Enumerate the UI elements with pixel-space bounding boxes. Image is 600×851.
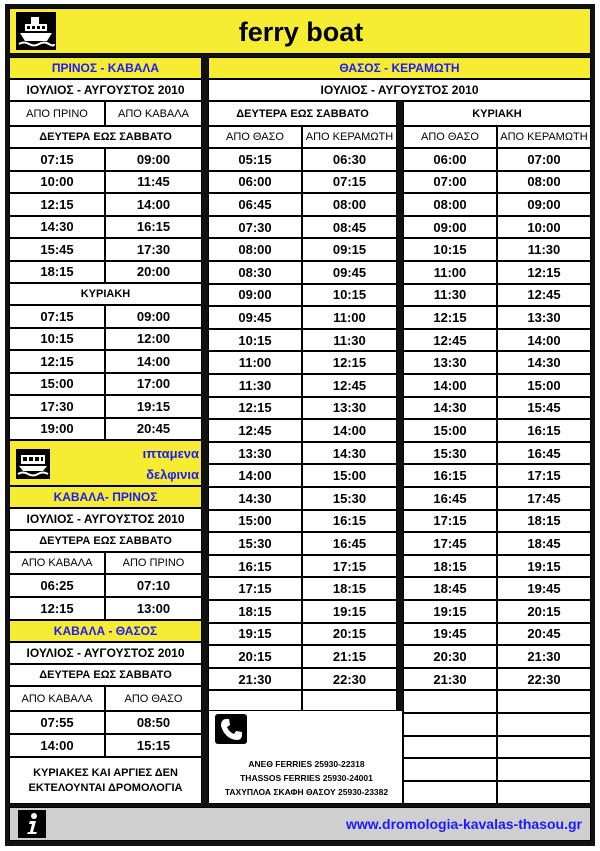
empty-cell (497, 690, 591, 713)
time-cell: 08:50 (105, 711, 202, 734)
note-line-1: ΚΥΡΙΑΚΕΣ ΚΑΙ ΑΡΓΙΕΣ ΔΕΝ (33, 766, 178, 779)
page-title: ferry boat (238, 17, 364, 47)
time-cell: 06:45 (208, 193, 302, 216)
time-cell: 17:45 (403, 532, 497, 555)
time-cell: 11:30 (302, 329, 397, 352)
info-icon (18, 810, 46, 838)
time-cell: 11:30 (403, 284, 497, 307)
time-cell: 15:45 (9, 238, 105, 261)
time-cell: 11:00 (208, 351, 302, 374)
time-cell: 07:00 (497, 148, 591, 171)
column-header-from-prinos: ΑΠΟ ΠΡΙΝΟ (9, 101, 105, 126)
column-header-from-thasos: ΑΠΟ ΘΑΣΟ (105, 686, 202, 711)
time-cell: 12:45 (497, 284, 591, 307)
time-cell: 08:00 (403, 193, 497, 216)
time-cell: 12:15 (9, 597, 105, 620)
time-cell: 09:45 (302, 261, 397, 284)
time-cell: 21:30 (208, 668, 302, 691)
time-cell: 21:30 (497, 645, 591, 668)
time-cell: 07:15 (9, 148, 105, 171)
column-header-from-keramoti: ΑΠΟ ΚΕΡΑΜΩΤΗ (497, 126, 591, 148)
time-cell: 15:45 (497, 397, 591, 420)
section-title-kavala-prinos: ΚΑΒΑΛΑ- ΠΡΙΝΟΣ (9, 486, 202, 508)
period-label: ΙΟΥΛΙΟΣ - ΑΥΓΟΥΣΤΟΣ 2010 (9, 642, 202, 664)
time-cell: 17:00 (105, 373, 202, 396)
time-cell: 19:15 (208, 623, 302, 646)
time-cell: 20:30 (403, 645, 497, 668)
empty-cell (497, 758, 591, 781)
time-cell: 14:30 (302, 442, 397, 465)
sunday-label: ΚΥΡΙΑΚΗ (403, 101, 591, 126)
time-cell: 12:45 (302, 374, 397, 397)
time-cell: 11:00 (403, 261, 497, 284)
time-cell: 17:30 (9, 395, 105, 418)
empty-cell (403, 690, 497, 713)
time-cell: 18:45 (497, 532, 591, 555)
right-column (208, 57, 591, 804)
time-cell: 19:45 (497, 577, 591, 600)
time-cell: 12:45 (208, 419, 302, 442)
section-title-kavala-thasos: ΚΑΒΑΛΑ - ΘΑΣΟΣ (9, 620, 202, 642)
time-cell: 20:15 (302, 623, 397, 646)
empty-cell (497, 736, 591, 759)
weekdays-label: ΔΕΥΤΕΡΑ ΕΩΣ ΣΑΒΒΑΤΟ (9, 530, 202, 552)
time-cell: 08:00 (302, 193, 397, 216)
time-cell: 15:15 (105, 734, 202, 757)
time-cell: 14:30 (403, 397, 497, 420)
time-cell: 14:30 (497, 351, 591, 374)
footer-bar (9, 807, 591, 841)
time-cell: 20:45 (497, 623, 591, 646)
time-cell: 18:15 (403, 555, 497, 578)
left-column (9, 57, 202, 804)
contact-thassos-ferries: THASSOS FERRIES 25930-24001 (240, 773, 373, 783)
time-cell: 06:25 (9, 574, 105, 597)
time-cell: 19:00 (9, 418, 105, 441)
time-cell: 08:30 (208, 261, 302, 284)
time-cell: 06:00 (403, 148, 497, 171)
column-header-from-prinos: ΑΠΟ ΠΡΙΝΟ (105, 552, 202, 574)
empty-cell (403, 713, 497, 736)
time-cell: 10:00 (9, 171, 105, 194)
time-cell: 08:00 (208, 238, 302, 261)
time-cell: 13:30 (208, 442, 302, 465)
time-cell: 20:00 (105, 261, 202, 284)
time-cell: 21:15 (302, 645, 397, 668)
time-cell: 16:45 (302, 532, 397, 555)
time-cell: 14:00 (9, 734, 105, 757)
time-cell: 10:15 (403, 238, 497, 261)
time-cell: 16:45 (497, 442, 591, 465)
time-cell: 10:15 (9, 328, 105, 351)
time-cell: 16:15 (302, 510, 397, 533)
time-cell: 10:00 (497, 216, 591, 239)
contact-hydrofoil: ΤΑΧΥΠΛΟΑ ΣΚΑΦΗ ΘΑΣΟΥ 25930-23382 (224, 787, 389, 797)
section-title-prinos-kavala: ΠΡΙΝΟΣ - ΚΑΒΑΛΑ (9, 57, 202, 79)
time-cell: 09:00 (105, 148, 202, 171)
time-cell: 12:15 (302, 351, 397, 374)
time-cell: 19:15 (403, 600, 497, 623)
time-cell: 20:15 (497, 600, 591, 623)
contact-aneth-ferries: ΑΝΕΘ FERRIES 25930-22318 (248, 759, 365, 769)
time-cell: 16:45 (403, 487, 497, 510)
time-cell: 05:15 (208, 148, 302, 171)
time-cell: 13:00 (105, 597, 202, 620)
weekdays-label: ΔΕΥΤΕΡΑ ΕΩΣ ΣΑΒΒΑΤΟ (9, 126, 202, 148)
empty-cell (497, 781, 591, 804)
time-cell: 17:30 (105, 238, 202, 261)
time-cell: 07:55 (9, 711, 105, 734)
time-cell: 20:15 (208, 645, 302, 668)
time-cell: 16:15 (208, 555, 302, 578)
time-cell: 17:15 (403, 510, 497, 533)
time-cell: 14:00 (105, 350, 202, 373)
time-cell: 13:30 (403, 351, 497, 374)
time-cell: 12:15 (403, 306, 497, 329)
time-cell: 06:00 (208, 171, 302, 194)
time-cell: 07:15 (9, 305, 105, 328)
contacts-panel (208, 710, 403, 804)
time-cell: 14:00 (105, 193, 202, 216)
column-header-from-kavala: ΑΠΟ ΚΑΒΑΛΑ (9, 552, 105, 574)
phone-icon (215, 714, 247, 744)
time-cell: 09:45 (208, 306, 302, 329)
time-cell: 15:00 (208, 510, 302, 533)
time-cell: 11:30 (208, 374, 302, 397)
time-cell: 19:45 (403, 623, 497, 646)
hydrofoil-banner (9, 440, 202, 486)
time-cell: 14:30 (208, 487, 302, 510)
time-cell: 07:15 (302, 171, 397, 194)
weekdays-label: ΔΕΥΤΕΡΑ ΕΩΣ ΣΑΒΒΑΤΟ (208, 101, 397, 126)
period-label: ΙΟΥΛΙΟΣ - ΑΥΓΟΥΣΤΟΣ 2010 (208, 79, 591, 101)
time-cell: 20:45 (105, 418, 202, 441)
time-cell: 14:00 (497, 329, 591, 352)
time-cell: 13:30 (497, 306, 591, 329)
section-title-thasos-keramoti: ΘΑΣΟΣ - ΚΕΡΑΜΩΤΗ (208, 57, 591, 79)
column-header-from-thasos: ΑΠΟ ΘΑΣΟ (208, 126, 302, 148)
time-cell: 18:45 (403, 577, 497, 600)
header-bar (9, 8, 591, 54)
time-cell: 14:00 (403, 374, 497, 397)
time-cell: 14:30 (9, 216, 105, 239)
time-cell: 17:15 (208, 577, 302, 600)
time-cell: 15:00 (302, 464, 397, 487)
period-label: ΙΟΥΛΙΟΣ - ΑΥΓΟΥΣΤΟΣ 2010 (9, 508, 202, 530)
time-cell: 12:15 (497, 261, 591, 284)
time-cell: 17:15 (497, 464, 591, 487)
time-cell: 11:30 (497, 238, 591, 261)
weekdays-label: ΔΕΥΤΕΡΑ ΕΩΣ ΣΑΒΒΑΤΟ (9, 664, 202, 686)
time-cell: 06:30 (302, 148, 397, 171)
time-cell: 12:15 (9, 350, 105, 373)
time-cell: 22:30 (302, 668, 397, 691)
time-cell: 14:00 (302, 419, 397, 442)
time-cell: 15:30 (302, 487, 397, 510)
time-cell: 09:00 (403, 216, 497, 239)
time-cell: 13:30 (302, 397, 397, 420)
hydrofoil-line1: ιπταμενα (142, 446, 199, 461)
time-cell: 12:15 (9, 193, 105, 216)
time-cell: 15:00 (9, 373, 105, 396)
time-cell: 15:00 (497, 374, 591, 397)
column-header-from-kavala: ΑΠΟ ΚΑΒΑΛΑ (9, 686, 105, 711)
time-cell: 19:15 (105, 395, 202, 418)
timetable-page (5, 4, 595, 846)
time-cell: 08:00 (497, 171, 591, 194)
time-cell: 19:15 (497, 555, 591, 578)
time-cell: 22:30 (497, 668, 591, 691)
time-cell: 16:15 (403, 464, 497, 487)
time-cell: 14:00 (208, 464, 302, 487)
empty-cell (403, 736, 497, 759)
time-cell: 09:00 (208, 284, 302, 307)
hydrofoil-line2: δελφινια (146, 467, 199, 482)
time-cell: 09:00 (497, 193, 591, 216)
time-cell: 07:10 (105, 574, 202, 597)
column-header-from-keramoti: ΑΠΟ ΚΕΡΑΜΩΤΗ (302, 126, 397, 148)
time-cell: 18:15 (208, 600, 302, 623)
time-cell: 19:15 (302, 600, 397, 623)
column-header-from-kavala: ΑΠΟ ΚΑΒΑΛΑ (105, 101, 202, 126)
time-cell: 18:15 (302, 577, 397, 600)
time-cell: 15:30 (208, 532, 302, 555)
time-cell: 09:00 (105, 305, 202, 328)
time-cell: 09:15 (302, 238, 397, 261)
note-line-2: ΕΚΤΕΛΟΥΝΤΑΙ ΔΡΟΜΟΛΟΓΙΑ (28, 781, 183, 794)
time-cell: 18:15 (9, 261, 105, 284)
sunday-label: ΚΥΡΙΑΚΗ (9, 283, 202, 305)
time-cell: 16:15 (497, 419, 591, 442)
time-cell: 11:45 (105, 171, 202, 194)
time-cell: 08:45 (302, 216, 397, 239)
time-cell: 17:15 (302, 555, 397, 578)
period-label: ΙΟΥΛΙΟΣ - ΑΥΓΟΥΣΤΟΣ 2010 (9, 79, 202, 101)
column-header-from-thasos: ΑΠΟ ΘΑΣΟ (403, 126, 497, 148)
time-cell: 10:15 (302, 284, 397, 307)
hydrofoil-icon (16, 449, 50, 479)
time-cell: 12:45 (403, 329, 497, 352)
empty-cell (403, 781, 497, 804)
time-cell: 15:00 (403, 419, 497, 442)
time-cell: 12:00 (105, 328, 202, 351)
time-cell: 07:30 (208, 216, 302, 239)
time-cell: 17:45 (497, 487, 591, 510)
website-link[interactable]: www.dromologia-kavalas-thasou.gr (346, 816, 582, 832)
empty-cell (403, 758, 497, 781)
time-cell: 07:00 (403, 171, 497, 194)
time-cell: 16:15 (105, 216, 202, 239)
empty-cell (497, 713, 591, 736)
time-cell: 10:15 (208, 329, 302, 352)
time-cell: 21:30 (403, 668, 497, 691)
no-sunday-service-note (9, 757, 202, 804)
time-cell: 11:00 (302, 306, 397, 329)
time-cell: 18:15 (497, 510, 591, 533)
time-cell: 12:15 (208, 397, 302, 420)
time-cell: 15:30 (403, 442, 497, 465)
